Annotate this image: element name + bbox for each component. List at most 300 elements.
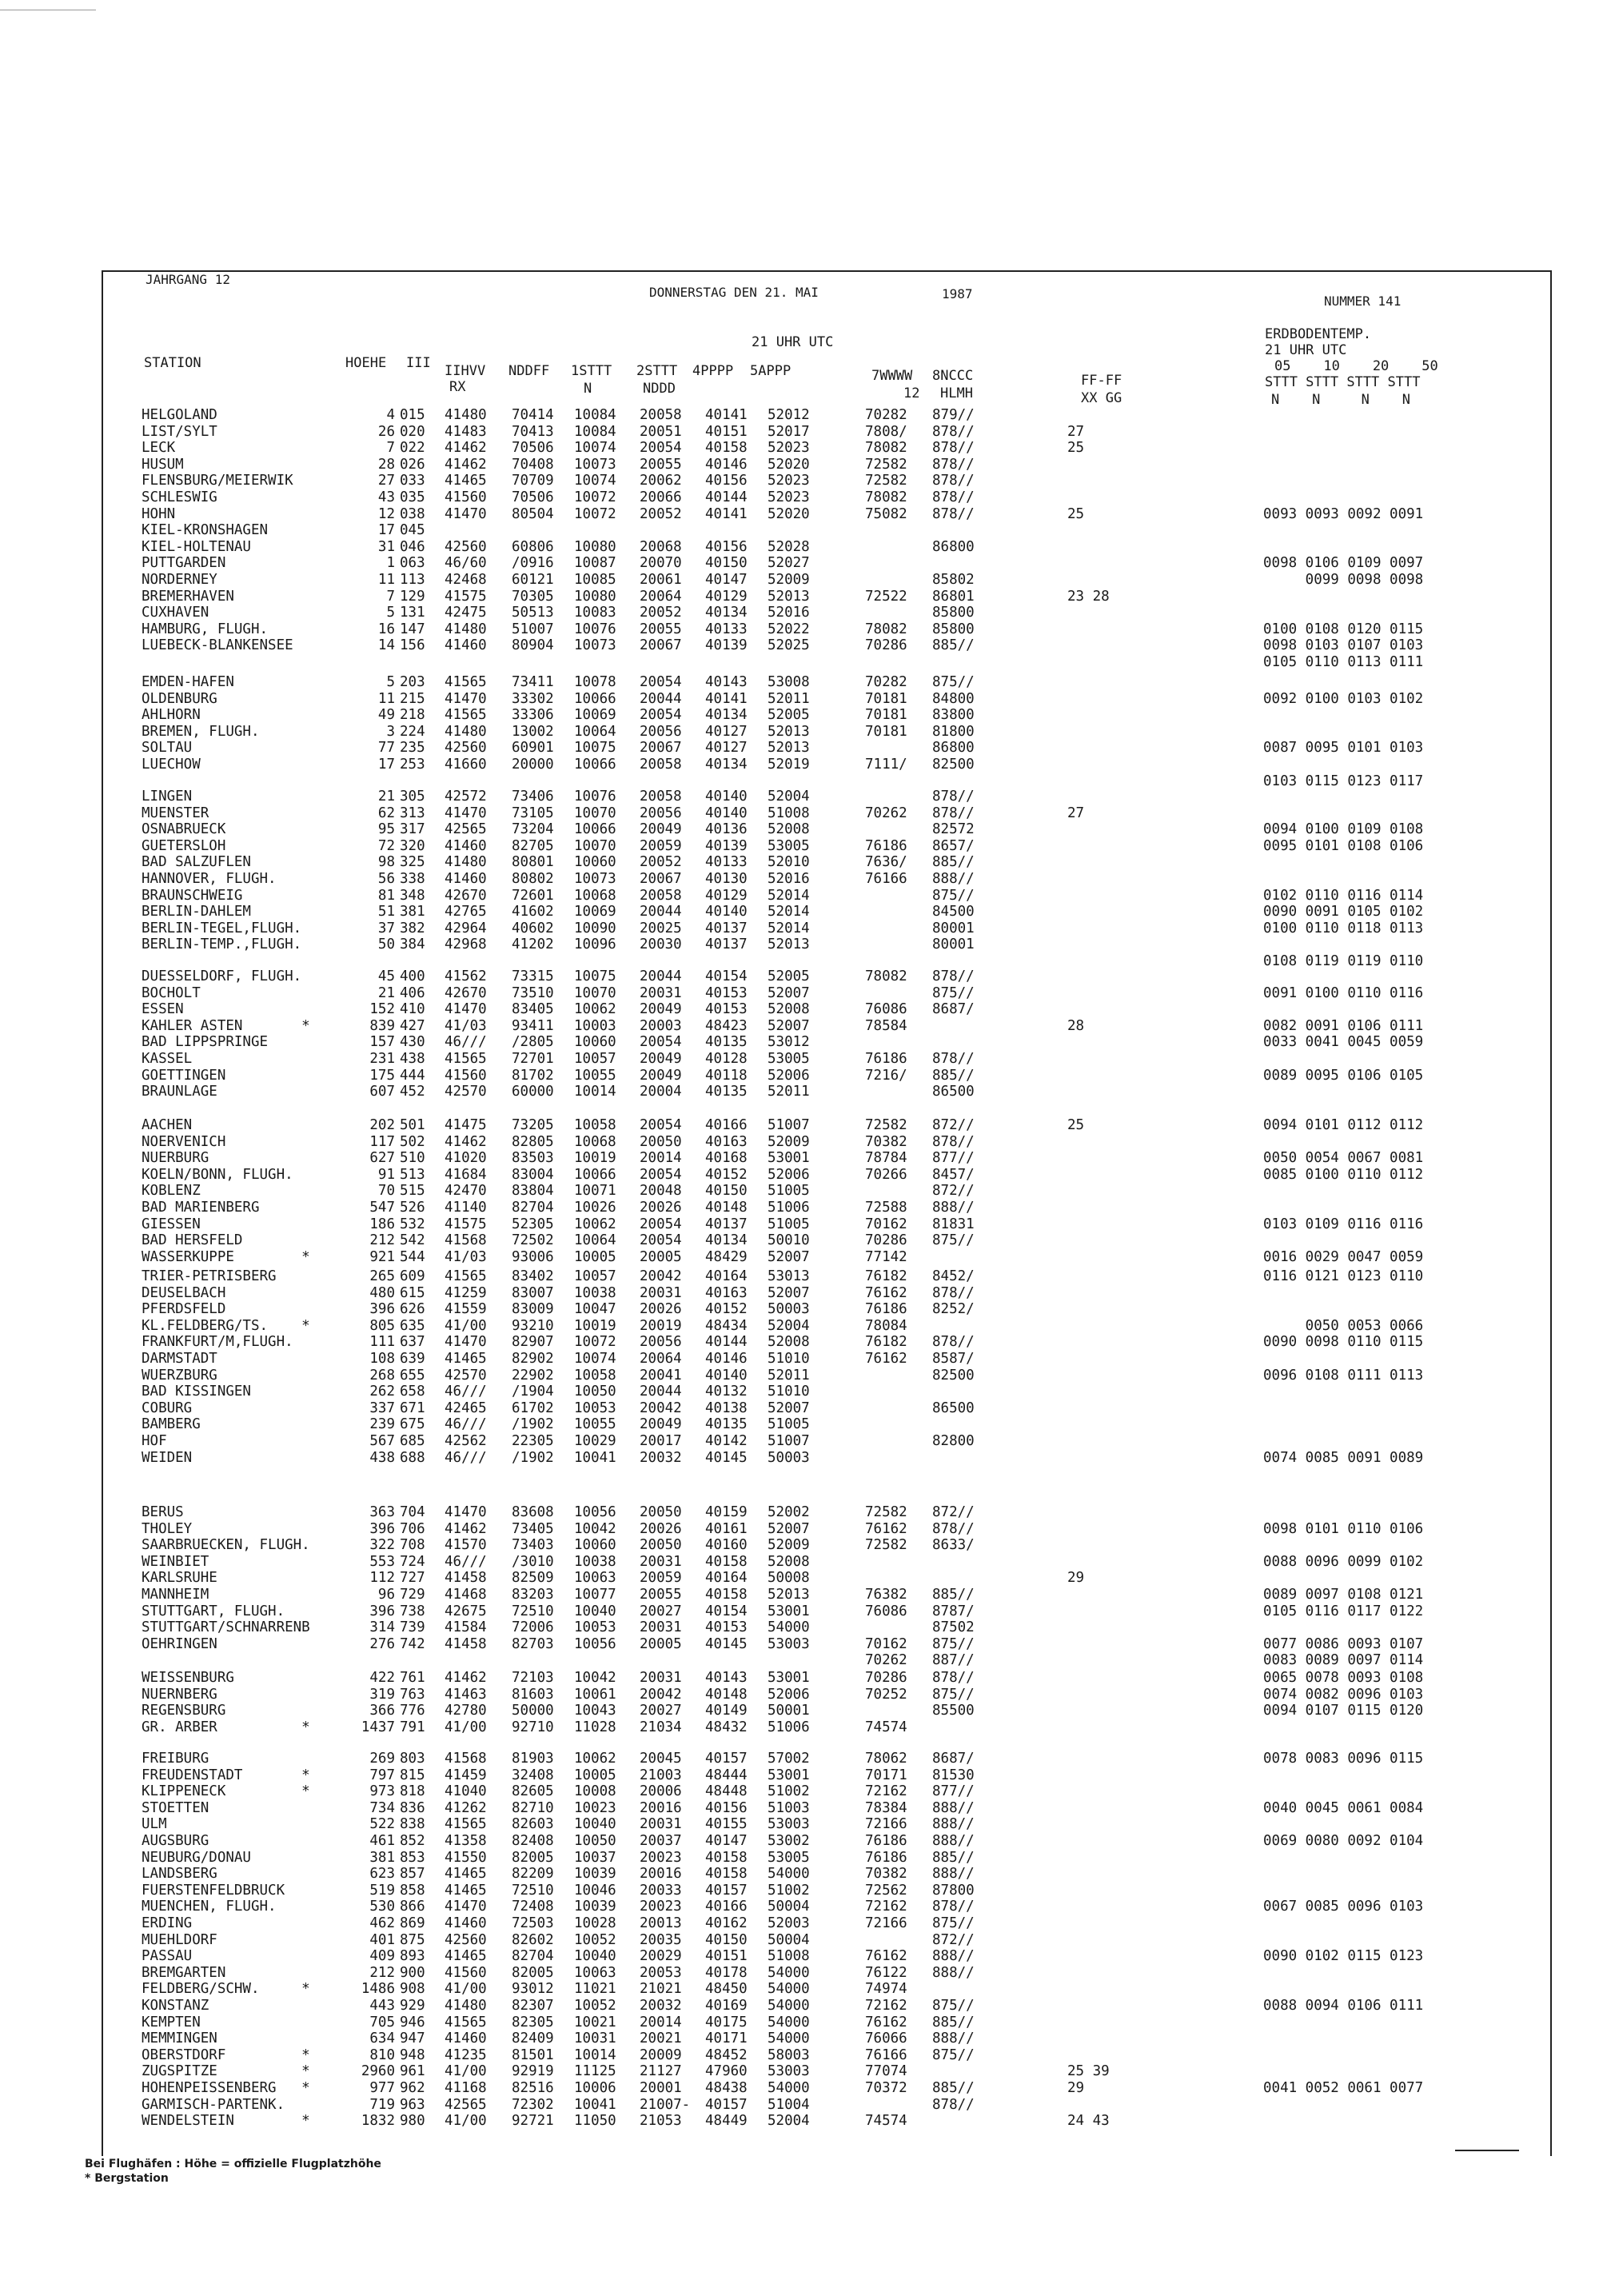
cell-p4: 40164 (705, 1570, 748, 1586)
cell-s2: 20054 (640, 1117, 682, 1133)
cell-iihvv: 41468 (445, 1587, 487, 1603)
cell-iihvv: 42670 (445, 985, 487, 1001)
cell-name: OLDENBURG (142, 691, 217, 707)
table-row (0, 985, 1599, 1002)
cell-s2: 20013 (640, 1915, 682, 1931)
cell-nc8: 878// (932, 1521, 975, 1537)
cell-nc8: 8633/ (932, 1537, 975, 1553)
cell-ed: 0050 0054 0067 0081 (1263, 1150, 1424, 1166)
cell-p4: 40151 (705, 1948, 748, 1964)
cell-a5: 52013 (768, 936, 810, 952)
cell-p4: 40149 (705, 1703, 748, 1719)
cell-iihvv: 41475 (445, 1117, 487, 1133)
cell-s2: 20042 (640, 1268, 682, 1284)
cell-name: HOF (142, 1433, 167, 1449)
cell-hoehe: 5 (386, 674, 395, 690)
cell-iihvv: 41480 (445, 621, 487, 637)
cell-a5: 53003 (768, 2063, 810, 2079)
cell-iii: 946 (400, 2014, 425, 2030)
cell-nc8: 875// (932, 1687, 975, 1703)
w7-header: 7WWWW (871, 368, 913, 384)
cell-hoehe: 363 (369, 1504, 395, 1520)
cell-iihvv: 41483 (445, 424, 487, 440)
cell-name: SCHLESWIG (142, 489, 217, 505)
cell-name: WASSERKUPPE * (142, 1249, 310, 1265)
cell-hoehe: 81 (377, 888, 395, 904)
cell-name: BAD SALZUFLEN (142, 854, 251, 870)
cell-ed: 0088 0096 0099 0102 (1263, 1554, 1424, 1570)
cell-a5: 52005 (768, 707, 810, 723)
cell-hoehe: 152 (369, 1001, 395, 1017)
cell-iihvv: 41470 (445, 1001, 487, 1017)
cell-s1: 10038 (574, 1554, 616, 1570)
cell-iihvv: 41462 (445, 1134, 487, 1150)
cell-nc8: 8657/ (932, 838, 975, 854)
cell-iihvv: 41459 (445, 1767, 487, 1783)
cell-s1: 10084 (574, 407, 616, 423)
cell-iii: 348 (400, 888, 425, 904)
cell-a5: 52008 (768, 1554, 810, 1570)
cell-name: FREIBURG (142, 1751, 209, 1767)
cell-iihvv: 42565 (445, 821, 487, 837)
cell-iihvv: 41565 (445, 1051, 487, 1067)
cell-name: FREUDENSTADT * (142, 1767, 310, 1783)
cell-p4: 40163 (705, 1285, 748, 1301)
cell-s2: 20027 (640, 1603, 682, 1619)
year-label: 1987 (942, 286, 973, 301)
table-row (0, 1816, 1599, 1833)
cell-nc8: 878// (932, 457, 975, 473)
cell-p4: 40134 (705, 605, 748, 621)
cell-iihvv: 46/60 (445, 555, 487, 571)
cell-ff: 29 (1067, 2080, 1085, 2096)
cell-iii: 980 (400, 2113, 425, 2129)
cell-a5: 52022 (768, 621, 810, 637)
cell-a5: 53001 (768, 1150, 810, 1166)
cell-s2: 20044 (640, 904, 682, 920)
cell-ff: 29 (1067, 1570, 1085, 1586)
cell-s1: 10064 (574, 724, 616, 740)
cell-iihvv: 41259 (445, 1285, 487, 1301)
cell-iihvv: 41470 (445, 1504, 487, 1520)
cell-nc8: 885// (932, 1068, 975, 1084)
cell-hoehe: 11 (377, 691, 395, 707)
cell-name: GR. ARBER * (142, 1719, 310, 1735)
cell-hoehe: 4 (386, 407, 395, 423)
cell-nddff: 73315 (512, 968, 554, 984)
cell-hoehe: 921 (369, 1249, 395, 1265)
cell-nddff: 70414 (512, 407, 554, 423)
cell-s2: 20045 (640, 1751, 682, 1767)
table-row (0, 936, 1599, 953)
cell-iihvv: 41470 (445, 1899, 487, 1915)
table-row (0, 1981, 1599, 1998)
cell-ed: 0085 0100 0110 0112 (1263, 1167, 1424, 1183)
cell-ww7: 70162 (865, 1636, 907, 1652)
cell-iihvv: 41480 (445, 1998, 487, 2014)
table-row (0, 522, 1599, 539)
cell-s2: 20054 (640, 440, 682, 456)
table-row (0, 1687, 1599, 1703)
cell-ww7: 76186 (865, 1051, 907, 1067)
s1-header: 1STTT (571, 363, 612, 379)
cell-a5: 53012 (768, 1034, 810, 1050)
table-row (0, 1450, 1599, 1467)
cell-hoehe: 31 (377, 539, 395, 555)
cell-a5: 52008 (768, 1001, 810, 1017)
cell-hoehe: 11 (377, 572, 395, 588)
cell-ed: 0095 0101 0108 0106 (1263, 838, 1424, 854)
cell-hoehe: 12 (377, 506, 395, 522)
cell-iihvv: 41565 (445, 1268, 487, 1284)
cell-s1: 10006 (574, 2080, 616, 2096)
cell-ww7: 70181 (865, 691, 907, 707)
cell-hoehe: 805 (369, 1318, 395, 1334)
cell-s2: 20059 (640, 1570, 682, 1586)
cell-nddff: 82409 (512, 2030, 554, 2046)
cell-s2: 20058 (640, 757, 682, 773)
cell-iii: 776 (400, 1703, 425, 1719)
cell-nddff: 60901 (512, 740, 554, 756)
cell-s1: 10043 (574, 1703, 616, 1719)
cell-ff: 25 (1067, 506, 1085, 522)
cell-iihvv: 41/03 (445, 1249, 487, 1265)
cell-ww7: 76162 (865, 1521, 907, 1537)
table-row (0, 440, 1599, 457)
cell-p4: 40145 (705, 1636, 748, 1652)
cell-hoehe: 719 (369, 2097, 395, 2113)
cell-ed: 0094 0107 0115 0120 (1263, 1703, 1424, 1719)
cell-iihvv: 41480 (445, 854, 487, 870)
cell-a5: 52014 (768, 920, 810, 936)
cell-s2: 20054 (640, 707, 682, 723)
cell-nddff: 83004 (512, 1167, 554, 1183)
cell-s1: 10080 (574, 589, 616, 605)
cell-ed: 0077 0086 0093 0107 (1263, 1636, 1424, 1652)
cell-ed: 0090 0091 0105 0102 (1263, 904, 1424, 920)
cell-ed: 0092 0100 0103 0102 (1263, 691, 1424, 707)
cell-s1: 10008 (574, 1783, 616, 1799)
cell-ww7: 76162 (865, 2014, 907, 2030)
cell-nddff: 50000 (512, 1703, 554, 1719)
cell-iihvv: 41460 (445, 1915, 487, 1931)
cell-s2: 20058 (640, 407, 682, 423)
cell-name: AACHEN (142, 1117, 193, 1133)
cell-nc8: 8787/ (932, 1603, 975, 1619)
cell-a5: 53005 (768, 1850, 810, 1866)
table-row (0, 1232, 1599, 1249)
cell-ww7: 72166 (865, 1915, 907, 1931)
cell-s2: 20009 (640, 2047, 682, 2063)
cell-iii: 704 (400, 1504, 425, 1520)
table-row (0, 1167, 1599, 1184)
cell-iii: 688 (400, 1450, 425, 1466)
cell-a5: 50003 (768, 1450, 810, 1466)
table-row (0, 1001, 1599, 1018)
cell-iihvv: 41575 (445, 589, 487, 605)
erdboden-n: N N N N (1271, 392, 1410, 408)
cell-s2: 20042 (640, 1687, 682, 1703)
a5-header: 5APPP (750, 363, 792, 379)
table-row (0, 572, 1599, 589)
table-row (0, 424, 1599, 441)
cell-ww7: 76086 (865, 1603, 907, 1619)
cell-nddff: 82605 (512, 1783, 554, 1799)
cell-p4: 40138 (705, 1400, 748, 1416)
table-row (0, 473, 1599, 489)
cell-s2: 21021 (640, 1981, 682, 1997)
cell-hoehe: 634 (369, 2030, 395, 2046)
cell-ff: 23 28 (1067, 589, 1110, 605)
jahrgang-label: JAHRGANG 12 (146, 272, 230, 287)
cell-s2: 20050 (640, 1504, 682, 1520)
cell-hoehe: 2960 (361, 2063, 395, 2079)
cell-iii: 147 (400, 621, 425, 637)
cell-name: CUXHAVEN (142, 605, 209, 621)
cell-nddff: 81903 (512, 1751, 554, 1767)
cell-a5: 52013 (768, 589, 810, 605)
cell-ww7: 76162 (865, 1285, 907, 1301)
cell-p4: 40146 (705, 1351, 748, 1367)
table-row (0, 805, 1599, 822)
cell-iii: 427 (400, 1018, 425, 1034)
cell-nddff: 93411 (512, 1018, 554, 1034)
cell-s1: 10031 (574, 2030, 616, 2046)
cell-iihvv: 42570 (445, 1084, 487, 1100)
cell-p4: 40118 (705, 1068, 748, 1084)
cell-hoehe: 50 (377, 936, 395, 952)
s2-header: 2STTT (636, 363, 678, 379)
cell-ed: 0096 0108 0111 0113 (1263, 1368, 1424, 1384)
cell-name: FELDBERG/SCHW. * (142, 1981, 310, 1997)
cell-nc8: 875// (932, 1915, 975, 1931)
table-row (0, 1767, 1599, 1784)
cell-p4: 40141 (705, 691, 748, 707)
cell-s1: 10058 (574, 1368, 616, 1384)
cell-nc8: 80001 (932, 920, 975, 936)
cell-iii: 400 (400, 968, 425, 984)
cell-iihvv: 41560 (445, 1965, 487, 1981)
cell-hoehe: 627 (369, 1150, 395, 1166)
cell-hoehe: 17 (377, 522, 395, 538)
cell-nddff: 93006 (512, 1249, 554, 1265)
cell-hoehe: 607 (369, 1084, 395, 1100)
cell-s1: 10061 (574, 1687, 616, 1703)
cell-ww7: 70372 (865, 2080, 907, 2096)
table-row (0, 1400, 1599, 1417)
cell-s1: 10041 (574, 1450, 616, 1466)
cell-iii: 526 (400, 1200, 425, 1216)
cell-iii: 961 (400, 2063, 425, 2079)
cell-s2: 20029 (640, 1948, 682, 1964)
cell-s2: 20049 (640, 821, 682, 837)
cell-nddff: 33302 (512, 691, 554, 707)
cell-nc8: 81800 (932, 724, 975, 740)
cell-ed: 0091 0100 0110 0116 (1263, 985, 1424, 1001)
cell-nddff: 82805 (512, 1134, 554, 1150)
erdboden-depths: 05 10 20 50 (1274, 358, 1438, 374)
cell-a5: 52008 (768, 821, 810, 837)
cell-s1: 10064 (574, 1232, 616, 1248)
cell-nc8: 875// (932, 1232, 975, 1248)
cell-a5: 50004 (768, 1932, 810, 1948)
cell-nc8: 877// (932, 1783, 975, 1799)
cell-iii: 900 (400, 1965, 425, 1981)
cell-a5: 52028 (768, 539, 810, 555)
cell-name: ESSEN (142, 1001, 184, 1017)
cell-iii: 761 (400, 1670, 425, 1686)
cell-nc8: 878// (932, 789, 975, 805)
cell-a5: 52016 (768, 605, 810, 621)
cell-iihvv: 42560 (445, 539, 487, 555)
cell-a5: 51010 (768, 1384, 810, 1400)
cell-p4: 40153 (705, 1619, 748, 1635)
cell-nddff: 82907 (512, 1334, 554, 1350)
cell-p4: 40143 (705, 1670, 748, 1686)
cell-s1: 10019 (574, 1150, 616, 1166)
cell-s1: 10062 (574, 1751, 616, 1767)
cell-iihvv: 42562 (445, 1433, 487, 1449)
table-row (0, 1351, 1599, 1368)
cell-p4: 40158 (705, 1850, 748, 1866)
cell-ww7: 78062 (865, 1751, 907, 1767)
table-row (0, 1587, 1599, 1603)
cell-hoehe: 734 (369, 1800, 395, 1816)
cell-a5: 52013 (768, 740, 810, 756)
table-row (0, 621, 1599, 638)
cell-ww7: 72522 (865, 589, 907, 605)
cell-nc8: 87502 (932, 1619, 975, 1635)
cell-iihvv: 41470 (445, 805, 487, 821)
cell-nc8: 86801 (932, 589, 975, 605)
cell-a5: 51006 (768, 1200, 810, 1216)
cell-nc8: 87800 (932, 1883, 975, 1899)
cell-s1: 10019 (574, 1318, 616, 1334)
cell-hoehe: 547 (369, 1200, 395, 1216)
cell-iihvv: 41570 (445, 1537, 487, 1553)
cell-a5: 50004 (768, 1899, 810, 1915)
cell-nc8: 872// (932, 1932, 975, 1948)
cell-iii: 866 (400, 1899, 425, 1915)
cell-p4: 40158 (705, 1866, 748, 1882)
cell-nc8: 8252/ (932, 1301, 975, 1317)
cell-a5: 54000 (768, 1965, 810, 1981)
cell-name: STUTTGART/SCHNARRENB (142, 1619, 310, 1635)
cell-p4: 40139 (705, 637, 748, 653)
cell-name: BAD MARIENBERG (142, 1200, 260, 1216)
cell-nddff: 82408 (512, 1833, 554, 1849)
cell-nddff: 93012 (512, 1981, 554, 1997)
hoehe-header: HOEHE (345, 355, 387, 371)
cell-name: KOBLENZ (142, 1183, 201, 1199)
cell-nddff: 41602 (512, 904, 554, 920)
cell-nddff: 13002 (512, 724, 554, 740)
cell-hoehe: 810 (369, 2047, 395, 2063)
cell-nddff: 82516 (512, 2080, 554, 2096)
cell-ed: 0090 0102 0115 0123 (1263, 1948, 1424, 1964)
cell-s2: 20023 (640, 1850, 682, 1866)
cell-nddff: 70413 (512, 424, 554, 440)
cell-nddff: 40602 (512, 920, 554, 936)
cell-hoehe: 56 (377, 871, 395, 887)
cell-name: STOETTEN (142, 1800, 209, 1816)
cell-nddff: 73510 (512, 985, 554, 1001)
cell-iii: 838 (400, 1816, 425, 1832)
cell-s2: 20052 (640, 854, 682, 870)
cell-iihvv: 46/// (445, 1034, 487, 1050)
cell-iihvv: 42470 (445, 1183, 487, 1199)
cell-nc8: 82572 (932, 821, 975, 837)
cell-nddff: 72302 (512, 2097, 554, 2113)
cell-s2: 20049 (640, 1051, 682, 1067)
cell-a5: 53003 (768, 1636, 810, 1652)
cell-ed: 0065 0078 0093 0108 (1263, 1670, 1424, 1686)
cell-ww7: 77142 (865, 1249, 907, 1265)
cell-s2: 20042 (640, 1400, 682, 1416)
cell-s2: 20052 (640, 506, 682, 522)
cell-nc8: 86800 (932, 740, 975, 756)
cell-ww7: 72166 (865, 1816, 907, 1832)
cell-hoehe: 45 (377, 968, 395, 984)
cell-ww7: 70282 (865, 407, 907, 423)
cell-p4: 40160 (705, 1537, 748, 1553)
cell-iii: 637 (400, 1334, 425, 1350)
cell-a5: 51008 (768, 805, 810, 821)
cell-s1: 10080 (574, 539, 616, 555)
cell-s1: 10021 (574, 2014, 616, 2030)
table-row (0, 1948, 1599, 1965)
cell-iihvv: 41684 (445, 1167, 487, 1183)
cell-hoehe: 62 (377, 805, 395, 821)
cell-s1: 10042 (574, 1670, 616, 1686)
cell-name: KLIPPENECK * (142, 1783, 310, 1799)
cell-iii: 658 (400, 1384, 425, 1400)
cell-hoehe: 72 (377, 838, 395, 854)
cell-nddff: 52305 (512, 1216, 554, 1232)
cell-ed: 0074 0082 0096 0103 (1263, 1687, 1424, 1703)
table-row (0, 2080, 1599, 2097)
cell-name: DARMSTADT (142, 1351, 217, 1367)
cell-p4: 40163 (705, 1134, 748, 1150)
cell-s1: 10014 (574, 1084, 616, 1100)
cell-nddff: 72503 (512, 1915, 554, 1931)
cell-s1: 10053 (574, 1400, 616, 1416)
cell-name: NEUBURG/DONAU (142, 1850, 251, 1866)
cell-name: DEUSELBACH (142, 1285, 226, 1301)
table-row (0, 2063, 1599, 2080)
cell-s1: 10055 (574, 1416, 616, 1432)
cell-ed: 0099 0098 0098 (1263, 572, 1424, 588)
cell-nc8: 878// (932, 968, 975, 984)
cell-hoehe: 7 (386, 589, 395, 605)
cell-name: HAMBURG, FLUGH. (142, 621, 269, 637)
cell-nddff: 70408 (512, 457, 554, 473)
cell-ww7: 74574 (865, 1719, 907, 1735)
cell-iii: 452 (400, 1084, 425, 1100)
cell-nddff: 81501 (512, 2047, 554, 2063)
cell-hoehe: 522 (369, 1816, 395, 1832)
cell-iihvv: 41462 (445, 457, 487, 473)
cell-nc8: 888// (932, 2030, 975, 2046)
cell-name: SAARBRUECKEN, FLUGH. (142, 1537, 310, 1553)
cell-iihvv: 41480 (445, 407, 487, 423)
cell-s2: 20021 (640, 2030, 682, 2046)
cell-p4: 40140 (705, 805, 748, 821)
cell-name: HELGOLAND (142, 407, 217, 423)
cell-s1: 10005 (574, 1249, 616, 1265)
cell-s1: 10066 (574, 691, 616, 707)
cell-iii: 671 (400, 1400, 425, 1416)
